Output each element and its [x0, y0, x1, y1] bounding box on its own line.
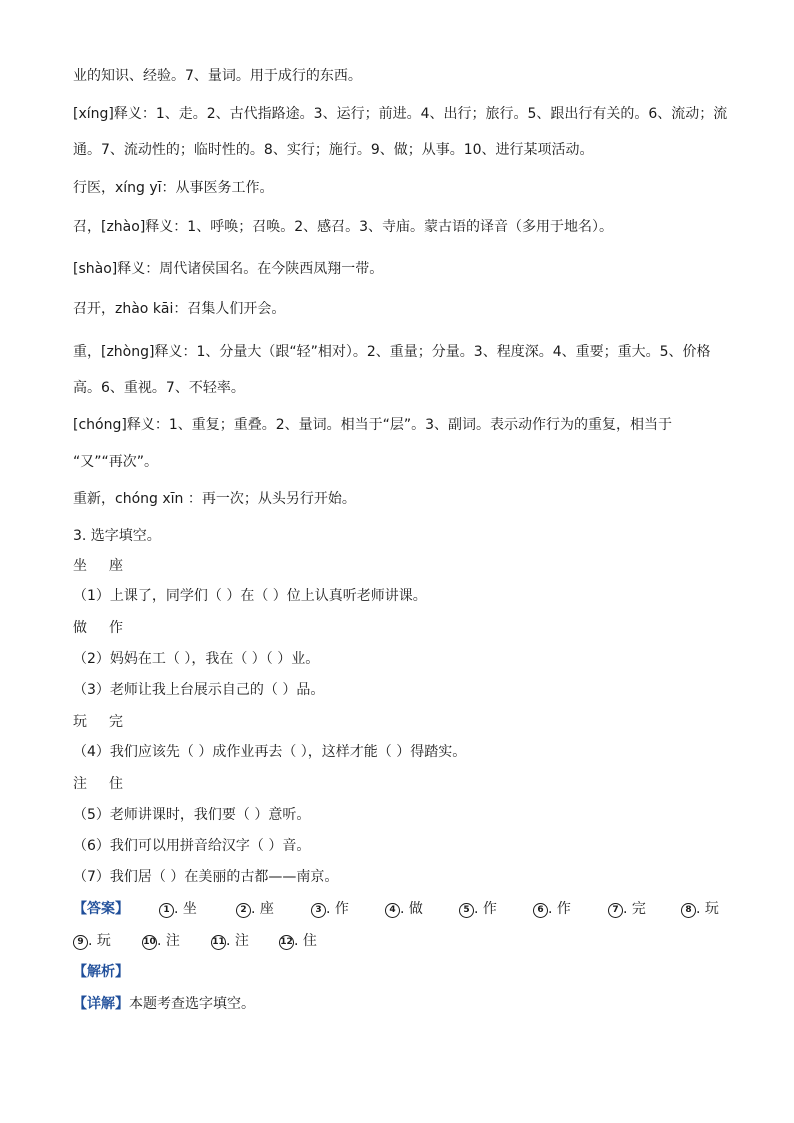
detail-text: 本题考查选字填空。 [129, 996, 255, 1012]
answer-item: 10. 注 [143, 933, 180, 949]
answer-item: 12. 住 [280, 933, 317, 949]
answer-item: 6 . 作 [533, 899, 571, 919]
answer-row [73, 899, 733, 919]
analysis-label: 【解析】 [73, 964, 129, 980]
text-line: 行医，xíng yī：从事医务工作。 [73, 180, 274, 196]
text-line: 重，[zhòng]释义：1、分量大（跟“轻”相对）。2、重量；分量。3、程度深。4、重要；重大。5、价格 [73, 344, 711, 360]
answer-item: 5 . 作 [459, 899, 497, 919]
text-line: [xíng]释义：1、走。2、古代指路途。3、运行；前进。4、出行；旅行。5、跟出行有关的。6、流动；流 [73, 106, 728, 122]
question-line: （3）老师让我上台展示自己的（ ）品。 [73, 682, 325, 698]
char-option: 坐 [73, 558, 87, 574]
text-line: 召开，zhào kāi：召集人们开会。 [73, 301, 286, 317]
text-line: “又”“再次”。 [73, 454, 159, 470]
answer-row [73, 931, 373, 951]
answer-item: 7 . 完 [608, 899, 646, 919]
answer-item: 2 . 座 [236, 899, 274, 919]
question-heading: 3. 选字填空。 [73, 528, 161, 544]
text-line: 重新，chóng xīn ：再一次；从头另行开始。 [73, 491, 356, 507]
char-pair [73, 556, 145, 576]
answer-item: 1 . 坐 [159, 899, 197, 919]
detail-label: 【详解】 [73, 996, 129, 1012]
question-line: （1）上课了，同学们（ ）在（ ）位上认真听老师讲课。 [73, 588, 427, 604]
char-option: 完 [109, 714, 123, 730]
char-option: 座 [109, 558, 123, 574]
question-line: （6）我们可以用拼音给汉字（ ）音。 [73, 838, 311, 854]
text-line: 召，[zhào]释义：1、呼唤；召唤。2、感召。3、寺庙。蒙古语的译音（多用于地名）。 [73, 219, 614, 235]
char-pair [73, 712, 145, 732]
char-option: 住 [109, 776, 123, 792]
question-line: （5）老师讲课时，我们要（ ）意听。 [73, 807, 311, 823]
answer-item: 4 . 做 [385, 899, 423, 919]
question-line: （7）我们居（ ）在美丽的古都——南京。 [73, 869, 339, 885]
text-line: [chóng]释义：1、重复；重叠。2、量词。相当于“层”。3、副词。表示动作行为的重复，相当于 [73, 417, 673, 433]
char-pair [73, 618, 145, 638]
char-pair [73, 774, 145, 794]
answer-label: 【答案】 [73, 901, 129, 917]
detail-line [73, 994, 255, 1014]
answer-item: 9 . 玩 [73, 931, 111, 951]
char-option: 玩 [73, 714, 87, 730]
answer-item: 8 . 玩 [681, 899, 719, 919]
question-line: （2）妈妈在工（ ），我在（ ）（ ）业。 [73, 651, 320, 667]
text-line: 通。7、流动性的；临时性的。8、实行；施行。9、做；从事。10、进行某项活动。 [73, 142, 594, 158]
answer-item: 11. 注 [212, 933, 249, 949]
question-line: （4）我们应该先（ ）成作业再去（ ），这样才能（ ）得踏实。 [73, 744, 467, 760]
char-option: 做 [73, 620, 87, 636]
text-line: [shào]释义：周代诸侯国名。在今陕西凤翔一带。 [73, 261, 384, 277]
text-line: 业的知识、经验。7、量词。用于成行的东西。 [73, 68, 362, 84]
answer-item: 3 . 作 [311, 899, 349, 919]
char-option: 作 [109, 620, 123, 636]
char-option: 注 [73, 776, 87, 792]
text-line: 高。6、重视。7、不轻率。 [73, 380, 245, 396]
